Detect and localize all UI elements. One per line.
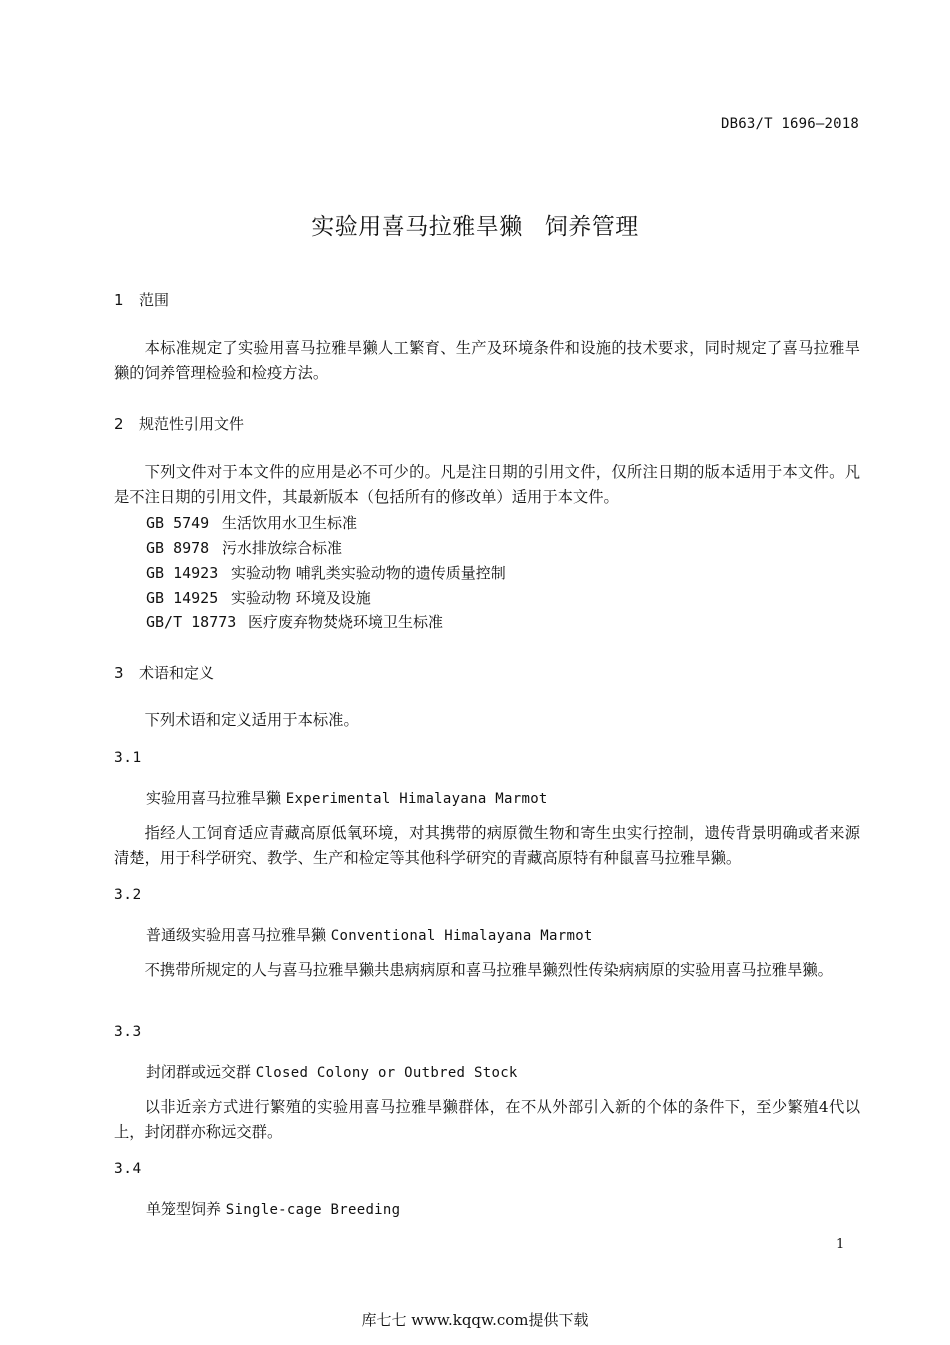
term-en: Conventional Himalayana Marmot (330, 928, 593, 944)
term-definition: 指经人工饲育适应青藏高原低氧环境，对其携带的病原微生物和寄生虫实行控制，遗传背景明确或者来源清楚，用于科学研究、教学、生产和检定等其他科学研究的青藏高原特有种鼠喜马拉雅旱獭。 (114, 824, 860, 867)
reference-item (146, 562, 506, 583)
term-heading (146, 924, 593, 945)
section-title: 范围 (139, 291, 170, 309)
term-zh: 实验用喜马拉雅旱獭 (146, 789, 282, 807)
section-title: 规范性引用文件 (139, 415, 245, 433)
term-number: 3.2 (114, 887, 142, 903)
term-heading (146, 787, 548, 808)
reference-title: 实验动物 环境及设施 (231, 589, 371, 607)
term-number: 3.4 (114, 1161, 142, 1177)
term-en: Single-cage Breeding (225, 1202, 401, 1218)
section-title: 术语和定义 (139, 664, 215, 682)
section-number: 3 (114, 664, 124, 682)
term-heading (146, 1198, 400, 1219)
reference-code: GB 14925 (146, 589, 219, 607)
term-zh: 单笼型饲养 (146, 1200, 222, 1218)
section-3-paragraph: 下列术语和定义适用于本标准。 (144, 711, 359, 729)
footer-download-note: 库七七 www.kqqw.com提供下载 (361, 1311, 589, 1329)
term-heading (146, 1061, 518, 1082)
reference-title: 实验动物 哺乳类实验动物的遗传质量控制 (231, 564, 506, 582)
reference-code: GB/T 18773 (146, 613, 237, 631)
term-en: Closed Colony or Outbred Stock (255, 1065, 518, 1081)
section-2-heading (114, 413, 244, 434)
reference-code: GB 14923 (146, 564, 219, 582)
reference-item (146, 537, 342, 558)
title-part1: 实验用喜马拉雅旱獭 (311, 214, 523, 240)
section-2-paragraph: 下列文件对于本文件的应用是必不可少的。凡是注日期的引用文件，仅所注日期的版本适用于本文件。凡是不注日期的引用文件，其最新版本（包括所有的修改单）适用于本文件。 (114, 463, 860, 506)
section-1-paragraph: 本标准规定了实验用喜马拉雅旱獭人工繁育、生产及环境条件和设施的技术要求，同时规定了喜马拉雅旱獭的饲养管理检验和检疫方法。 (114, 339, 860, 382)
reference-code: GB 5749 (146, 514, 210, 532)
section-1-heading (114, 289, 169, 310)
reference-title: 生活饮用水卫生标准 (222, 514, 358, 532)
term-zh: 普通级实验用喜马拉雅旱獭 (146, 926, 327, 944)
section-number: 1 (114, 291, 124, 309)
reference-item (146, 587, 371, 608)
reference-item (146, 611, 443, 632)
section-number: 2 (114, 415, 124, 433)
term-definition: 以非近亲方式进行繁殖的实验用喜马拉雅旱獭群体，在不从外部引入新的个体的条件下，至少繁殖4代以上，封闭群亦称远交群。 (114, 1098, 860, 1141)
term-en: Experimental Himalayana Marmot (285, 791, 548, 807)
reference-item (146, 512, 357, 533)
term-number: 3.1 (114, 750, 142, 766)
term-zh: 封闭群或远交群 (146, 1063, 252, 1081)
document-title (0, 208, 950, 241)
title-part2: 饲养管理 (544, 214, 639, 240)
section-3-heading (114, 662, 214, 683)
term-number: 3.3 (114, 1024, 142, 1040)
page-number: 1 (836, 1237, 845, 1252)
term-definition: 不携带所规定的人与喜马拉雅旱獭共患病病原和喜马拉雅旱獭烈性传染病病原的实验用喜马拉雅旱獭。 (144, 961, 833, 979)
reference-title: 医疗废弃物焚烧环境卫生标准 (248, 613, 444, 631)
reference-title: 污水排放综合标准 (222, 539, 343, 557)
reference-code: GB 8978 (146, 539, 210, 557)
standard-code: DB63/T 1696—2018 (720, 116, 859, 132)
